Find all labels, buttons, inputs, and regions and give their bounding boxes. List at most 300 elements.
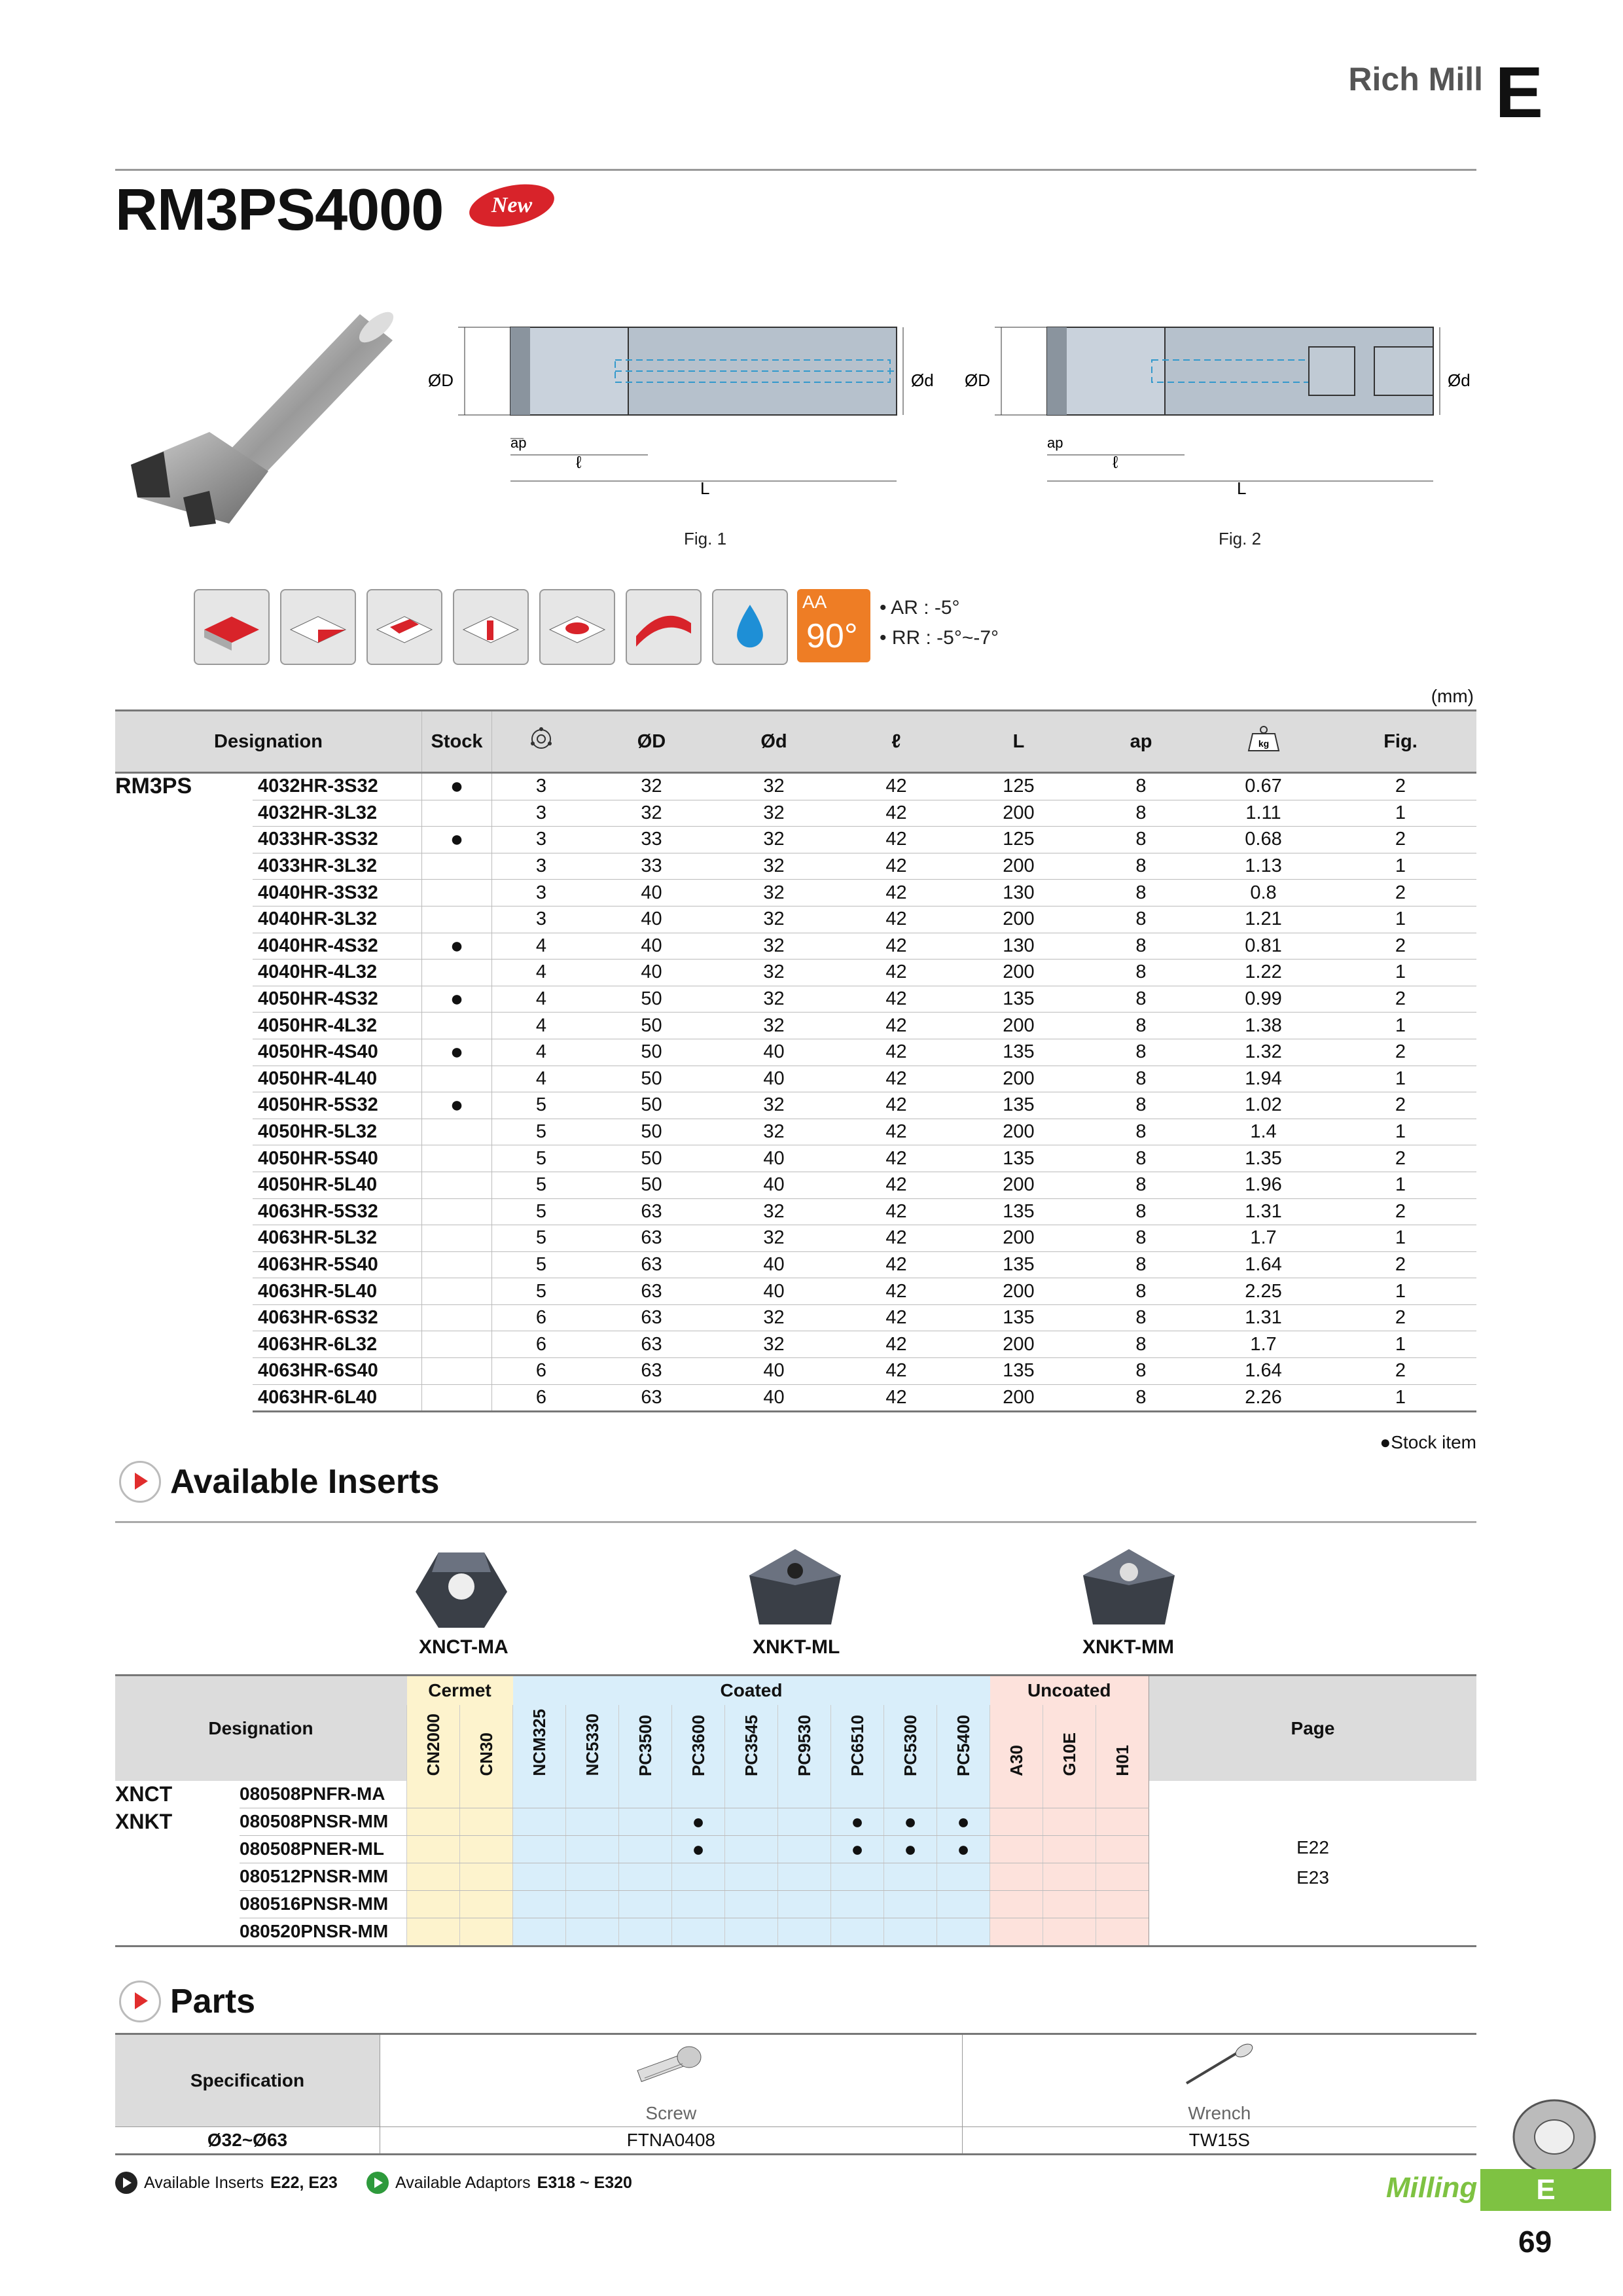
- play-circle-icon: [119, 1461, 161, 1503]
- stock-cell: [422, 1225, 492, 1252]
- weight-cell: 1.31: [1202, 1198, 1325, 1225]
- grade-availability-cell: [672, 1781, 725, 1808]
- grade-availability-cell: [884, 1890, 937, 1918]
- table-row: [115, 1225, 1476, 1252]
- insert-code-cell: 080508PNER-ML: [240, 1835, 407, 1863]
- insert-family-cell: [115, 1918, 240, 1946]
- grade-availability-cell: ●: [937, 1835, 990, 1863]
- grade-availability-cell: [725, 1918, 778, 1946]
- table-row: [115, 773, 1476, 800]
- L-cell: 200: [957, 1013, 1080, 1039]
- d-cell: 40: [713, 1358, 835, 1385]
- grade-availability-cell: [725, 1808, 778, 1835]
- L-cell: 200: [957, 800, 1080, 827]
- face-milling-icon: [194, 589, 270, 665]
- d-cell: 32: [713, 1092, 835, 1119]
- stock-cell: ●: [422, 827, 492, 853]
- D-cell: 50: [590, 1066, 713, 1092]
- ap-cell: 8: [1080, 906, 1202, 933]
- stock-cell: [422, 960, 492, 986]
- designation-cell: 4050HR-4L32: [253, 1013, 422, 1039]
- grade-availability-cell: [725, 1835, 778, 1863]
- designation-cell: 4032HR-3S32: [253, 773, 422, 800]
- group-coated: Coated: [513, 1676, 990, 1706]
- d-cell: 32: [713, 906, 835, 933]
- grade-availability-cell: [1096, 1808, 1149, 1835]
- insert-label-xnct-ma: XNCT-MA: [419, 1636, 508, 1658]
- table-row: [115, 1145, 1476, 1172]
- fig1-dim-l: ℓ: [576, 452, 582, 472]
- ap-cell: 8: [1080, 1039, 1202, 1066]
- designation-cell: 4050HR-5S40: [253, 1145, 422, 1172]
- insert-family-cell: XNCT: [115, 1782, 173, 1806]
- L-cell: 200: [957, 1172, 1080, 1198]
- inserts-title-text: Available Inserts: [170, 1463, 440, 1501]
- col-stock: Stock: [422, 711, 492, 773]
- inserts-cell: 3: [492, 800, 591, 827]
- grade-availability-cell: [566, 1918, 619, 1946]
- fig2-dim-ap: ap: [1047, 435, 1063, 451]
- new-badge-text: New: [491, 193, 533, 217]
- insert-family-cell: [115, 1863, 240, 1890]
- D-cell: 33: [590, 827, 713, 853]
- weight-cell: 1.96: [1202, 1172, 1325, 1198]
- grade-availability-cell: [990, 1890, 1043, 1918]
- grade-availability-cell: [884, 1918, 937, 1946]
- grade-availability-cell: [513, 1808, 566, 1835]
- fig2-dim-d: Ød: [1448, 370, 1471, 390]
- chapter-tab-letter: E: [1480, 2169, 1611, 2211]
- L-cell: 135: [957, 1358, 1080, 1385]
- ap-cell: 8: [1080, 1304, 1202, 1331]
- ramping-icon: [626, 589, 702, 665]
- grade-availability-cell: [1096, 1918, 1149, 1946]
- fig-cell: 2: [1325, 1092, 1476, 1119]
- grade-availability-cell: ●: [672, 1808, 725, 1835]
- slot-milling-icon: [366, 589, 442, 665]
- D-cell: 63: [590, 1384, 713, 1412]
- table-row: [115, 1331, 1476, 1358]
- d-cell: 32: [713, 986, 835, 1013]
- weight-cell: 0.99: [1202, 986, 1325, 1013]
- L-cell: 125: [957, 827, 1080, 853]
- designation-cell: 4050HR-4L40: [253, 1066, 422, 1092]
- D-cell: 40: [590, 960, 713, 986]
- weight-icon: [1246, 725, 1281, 753]
- grade-availability-cell: [407, 1781, 460, 1808]
- shoulder-milling-icon: [280, 589, 356, 665]
- grade-header: [566, 1705, 619, 1781]
- ap-cell: 8: [1080, 1066, 1202, 1092]
- grade-availability-cell: [937, 1890, 990, 1918]
- coolant-icon: [712, 589, 788, 665]
- grade-availability-cell: [990, 1863, 1043, 1890]
- l-cell: 42: [835, 1039, 957, 1066]
- grade-availability-cell: [725, 1781, 778, 1808]
- inserts-cell: 5: [492, 1198, 591, 1225]
- D-cell: 63: [590, 1358, 713, 1385]
- grade-availability-cell: [937, 1918, 990, 1946]
- insert-xnct-ma-image: [412, 1546, 510, 1631]
- ap-cell: 8: [1080, 880, 1202, 906]
- grade-header-text: PC3600: [688, 1714, 708, 1776]
- table-row: [115, 1384, 1476, 1412]
- fig-cell: 1: [1325, 960, 1476, 986]
- grade-availability-cell: [407, 1890, 460, 1918]
- page-ref-link[interactable]: E23: [1296, 1867, 1329, 1888]
- col-weight: [1202, 711, 1325, 773]
- grade-availability-cell: [566, 1835, 619, 1863]
- page-ref-link[interactable]: E22: [1296, 1837, 1329, 1858]
- fig-cell: 2: [1325, 880, 1476, 906]
- insert-family-cell: [115, 1835, 240, 1863]
- grade-availability-cell: [1096, 1863, 1149, 1890]
- l-cell: 42: [835, 880, 957, 906]
- grade-header: [672, 1705, 725, 1781]
- insert-family-cell: [115, 1890, 240, 1918]
- l-cell: 42: [835, 1172, 957, 1198]
- grade-header-text: G10E: [1059, 1732, 1079, 1776]
- inserts-cell: 5: [492, 1145, 591, 1172]
- inserts-cell: 3: [492, 906, 591, 933]
- d-cell: 32: [713, 827, 835, 853]
- inserts-cell: 6: [492, 1304, 591, 1331]
- insert-code-cell: 080508PNSR-MM: [240, 1808, 407, 1835]
- D-cell: 63: [590, 1331, 713, 1358]
- fig-cell: 2: [1325, 827, 1476, 853]
- grade-availability-cell: [1043, 1781, 1096, 1808]
- table-row: [115, 960, 1476, 986]
- D-cell: 50: [590, 1039, 713, 1066]
- l-cell: 42: [835, 933, 957, 960]
- stock-cell: ●: [422, 1092, 492, 1119]
- designation-cell: 4063HR-6S32: [253, 1304, 422, 1331]
- D-cell: 63: [590, 1225, 713, 1252]
- insert-code-cell: 080516PNSR-MM: [240, 1890, 407, 1918]
- grade-header-text: PC3545: [741, 1714, 761, 1776]
- d-cell: 32: [713, 960, 835, 986]
- fig-cell: 2: [1325, 1198, 1476, 1225]
- designation-cell: 4063HR-5S32: [253, 1198, 422, 1225]
- col-ap: ap: [1080, 711, 1202, 773]
- grade-availability-cell: [460, 1808, 513, 1835]
- table-row: [115, 880, 1476, 906]
- weight-cell: 1.7: [1202, 1225, 1325, 1252]
- inserts-cell: 6: [492, 1331, 591, 1358]
- footer-adaptors-pages: E318 ~ E320: [537, 2173, 632, 2192]
- l-cell: 42: [835, 773, 957, 800]
- group-uncoated: Uncoated: [990, 1676, 1149, 1706]
- designation-cell: 4063HR-5L32: [253, 1225, 422, 1252]
- grade-header: [513, 1705, 566, 1781]
- d-cell: 32: [713, 1304, 835, 1331]
- stock-cell: ●: [422, 986, 492, 1013]
- grade-availability-cell: ●: [884, 1835, 937, 1863]
- grade-availability-cell: [513, 1890, 566, 1918]
- inserts-cell: 3: [492, 773, 591, 800]
- designation-cell: 4063HR-6S40: [253, 1358, 422, 1385]
- l-cell: 42: [835, 1092, 957, 1119]
- ap-cell: 8: [1080, 933, 1202, 960]
- fig-cell: 2: [1325, 1145, 1476, 1172]
- designation-cell: 4063HR-6L32: [253, 1331, 422, 1358]
- grade-availability-cell: [566, 1863, 619, 1890]
- inserts-cell: 5: [492, 1225, 591, 1252]
- weight-cell: 1.22: [1202, 960, 1325, 986]
- grade-availability-cell: ●: [937, 1808, 990, 1835]
- grade-header: [937, 1705, 990, 1781]
- inserts-cell: 6: [492, 1384, 591, 1412]
- grade-header-text: CN30: [476, 1732, 496, 1776]
- insert-label-xnkt-ml: XNKT-ML: [753, 1636, 840, 1658]
- D-cell: 50: [590, 1172, 713, 1198]
- weight-cell: 2.26: [1202, 1384, 1325, 1412]
- fig-cell: 1: [1325, 1225, 1476, 1252]
- ap-cell: 8: [1080, 1331, 1202, 1358]
- grade-availability-cell: [831, 1890, 884, 1918]
- grade-availability-cell: [407, 1918, 460, 1946]
- grade-availability-cell: [460, 1835, 513, 1863]
- grade-header: [990, 1705, 1043, 1781]
- arrow-circle-icon: [366, 2172, 389, 2194]
- footer-inserts-pages: E22, E23: [270, 2173, 338, 2192]
- grade-availability-cell: [460, 1781, 513, 1808]
- ins-col-page: Page: [1149, 1676, 1477, 1781]
- grade-header-text: NCM325: [529, 1709, 549, 1776]
- d-cell: 32: [713, 853, 835, 880]
- grade-availability-cell: [778, 1835, 831, 1863]
- group-cermet: Cermet: [407, 1676, 513, 1706]
- grade-availability-cell: [672, 1890, 725, 1918]
- grade-availability-cell: [672, 1918, 725, 1946]
- table-row: [115, 1198, 1476, 1225]
- milling-cutter-thumbnail: [1505, 2094, 1603, 2179]
- weight-cell: 0.8: [1202, 880, 1325, 906]
- grade-availability-cell: [1096, 1835, 1149, 1863]
- l-cell: 42: [835, 906, 957, 933]
- weight-cell: 1.21: [1202, 906, 1325, 933]
- inserts-cell: 4: [492, 933, 591, 960]
- L-cell: 130: [957, 933, 1080, 960]
- page-title: RM3PS4000: [115, 177, 444, 243]
- designation-cell: 4040HR-4L32: [253, 960, 422, 986]
- footer-inserts-label: Available Inserts: [144, 2173, 264, 2192]
- designation-cell: 4050HR-4S32: [253, 986, 422, 1013]
- grade-availability-cell: [778, 1918, 831, 1946]
- designation-cell: 4033HR-3L32: [253, 853, 422, 880]
- fig-cell: 2: [1325, 1251, 1476, 1278]
- inserts-cell: 3: [492, 827, 591, 853]
- grade-availability-cell: [460, 1918, 513, 1946]
- fig-cell: 1: [1325, 1066, 1476, 1092]
- table-row: [115, 1013, 1476, 1039]
- grade-availability-cell: [619, 1918, 672, 1946]
- D-cell: 50: [590, 986, 713, 1013]
- table-row: [115, 1304, 1476, 1331]
- d-cell: 40: [713, 1145, 835, 1172]
- insert-code-cell: 080508PNFR-MA: [240, 1781, 407, 1808]
- D-cell: 32: [590, 800, 713, 827]
- fig1-dim-D: ØD: [428, 370, 454, 390]
- designation-cell: 4050HR-4S40: [253, 1039, 422, 1066]
- l-cell: 42: [835, 1066, 957, 1092]
- L-cell: 200: [957, 1278, 1080, 1305]
- table-row: [115, 986, 1476, 1013]
- stock-cell: [422, 853, 492, 880]
- l-cell: 42: [835, 853, 957, 880]
- designation-cell: 4040HR-3L32: [253, 906, 422, 933]
- fig-cell: 2: [1325, 1358, 1476, 1385]
- grade-availability-cell: [619, 1835, 672, 1863]
- inserts-divider: [115, 1521, 1476, 1523]
- inserts-cell: 6: [492, 1358, 591, 1385]
- product-photo: [111, 301, 412, 537]
- ap-cell: 8: [1080, 1251, 1202, 1278]
- footer-inserts-ref[interactable]: [115, 2172, 338, 2194]
- ap-cell: 8: [1080, 960, 1202, 986]
- inserts-cell: 5: [492, 1119, 591, 1145]
- footer-adaptors-label: Available Adaptors: [395, 2173, 531, 2192]
- L-cell: 200: [957, 1384, 1080, 1412]
- stock-cell: [422, 1304, 492, 1331]
- grade-header: [831, 1705, 884, 1781]
- grade-availability-cell: ●: [672, 1835, 725, 1863]
- weight-cell: 0.68: [1202, 827, 1325, 853]
- fig1-dim-L: L: [700, 478, 710, 498]
- designation-cell: 4040HR-3S32: [253, 880, 422, 906]
- fig2-dim-D: ØD: [965, 370, 990, 390]
- grade-availability-cell: [619, 1863, 672, 1890]
- figure-1-drawing: [419, 308, 934, 517]
- grade-header: [1043, 1705, 1096, 1781]
- chapter-tab-label: Milling: [1386, 2172, 1478, 2204]
- L-cell: 130: [957, 880, 1080, 906]
- table-row: [115, 853, 1476, 880]
- L-cell: 200: [957, 853, 1080, 880]
- l-cell: 42: [835, 1384, 957, 1412]
- grade-availability-cell: [460, 1890, 513, 1918]
- grade-availability-cell: [831, 1781, 884, 1808]
- ap-cell: 8: [1080, 1225, 1202, 1252]
- fig-cell: 1: [1325, 800, 1476, 827]
- l-cell: 42: [835, 986, 957, 1013]
- stock-cell: [422, 1278, 492, 1305]
- stock-cell: [422, 1358, 492, 1385]
- l-cell: 42: [835, 1331, 957, 1358]
- new-badge: [466, 178, 558, 230]
- grade-availability-cell: [619, 1781, 672, 1808]
- parts-title-text: Parts: [170, 1982, 256, 2020]
- grade-availability-cell: ●: [831, 1835, 884, 1863]
- col-D: ØD: [590, 711, 713, 773]
- grade-availability-cell: [672, 1863, 725, 1890]
- d-cell: 32: [713, 880, 835, 906]
- l-cell: 42: [835, 1251, 957, 1278]
- L-cell: 135: [957, 1198, 1080, 1225]
- axial-rake-spec: • AR : -5°: [880, 597, 960, 619]
- weight-cell: 0.81: [1202, 933, 1325, 960]
- stock-cell: [422, 1013, 492, 1039]
- L-cell: 200: [957, 906, 1080, 933]
- insert-code-cell: 080512PNSR-MM: [240, 1863, 407, 1890]
- grade-availability-cell: [1043, 1808, 1096, 1835]
- family-label: RM3PS: [115, 774, 192, 798]
- stock-cell: [422, 800, 492, 827]
- approach-angle-badge: [797, 589, 870, 662]
- D-cell: 50: [590, 1145, 713, 1172]
- L-cell: 200: [957, 1331, 1080, 1358]
- ap-cell: 8: [1080, 800, 1202, 827]
- grade-availability-cell: [778, 1863, 831, 1890]
- ap-cell: 8: [1080, 1013, 1202, 1039]
- grade-availability-cell: [1043, 1890, 1096, 1918]
- grade-availability-cell: [1043, 1863, 1096, 1890]
- D-cell: 50: [590, 1013, 713, 1039]
- L-cell: 125: [957, 773, 1080, 800]
- inserts-cell: 5: [492, 1092, 591, 1119]
- parts-spec-value: Ø32~Ø63: [115, 2127, 380, 2155]
- parts-section-title: [119, 1981, 255, 2022]
- L-cell: 135: [957, 1251, 1080, 1278]
- grade-availability-cell: [778, 1890, 831, 1918]
- grade-header: [884, 1705, 937, 1781]
- l-cell: 42: [835, 1145, 957, 1172]
- grade-availability-cell: ●: [884, 1808, 937, 1835]
- fig-cell: 1: [1325, 1278, 1476, 1305]
- ins-col-designation: Designation: [115, 1676, 407, 1781]
- grade-availability-cell: [725, 1890, 778, 1918]
- D-cell: 63: [590, 1304, 713, 1331]
- col-L: L: [957, 711, 1080, 773]
- arrow-circle-icon: [115, 2172, 137, 2194]
- parts-col-spec: Specification: [115, 2034, 380, 2127]
- grade-availability-cell: [831, 1918, 884, 1946]
- L-cell: 135: [957, 1092, 1080, 1119]
- l-cell: 42: [835, 1358, 957, 1385]
- l-cell: 42: [835, 1119, 957, 1145]
- designation-cell: 4063HR-6L40: [253, 1384, 422, 1412]
- unit-label: (mm): [1431, 686, 1474, 706]
- d-cell: 32: [713, 800, 835, 827]
- grade-availability-cell: [831, 1863, 884, 1890]
- weight-cell: 1.35: [1202, 1145, 1325, 1172]
- play-circle-icon: [119, 1981, 161, 2022]
- fig-cell: 1: [1325, 1172, 1476, 1198]
- grade-header: [725, 1705, 778, 1781]
- grade-availability-cell: ●: [831, 1808, 884, 1835]
- grade-availability-cell: [990, 1781, 1043, 1808]
- ap-cell: 8: [1080, 853, 1202, 880]
- grade-header-text: PC3500: [635, 1714, 655, 1776]
- D-cell: 33: [590, 853, 713, 880]
- grade-header-text: PC6510: [847, 1714, 867, 1776]
- table-row: [115, 1781, 1476, 1808]
- stock-cell: [422, 1331, 492, 1358]
- wrench-label: Wrench: [1188, 2103, 1251, 2123]
- stock-cell: ●: [422, 773, 492, 800]
- stock-cell: ●: [422, 1039, 492, 1066]
- grade-availability-cell: [407, 1835, 460, 1863]
- footer-adaptors-ref[interactable]: [366, 2172, 632, 2194]
- L-cell: 135: [957, 1145, 1080, 1172]
- grade-header: [778, 1705, 831, 1781]
- inserts-cell: 4: [492, 1066, 591, 1092]
- screw-label: Screw: [380, 2100, 963, 2127]
- ap-cell: 8: [1080, 1172, 1202, 1198]
- fig1-dim-ap: ap: [510, 435, 527, 451]
- d-cell: 40: [713, 1251, 835, 1278]
- L-cell: 135: [957, 1304, 1080, 1331]
